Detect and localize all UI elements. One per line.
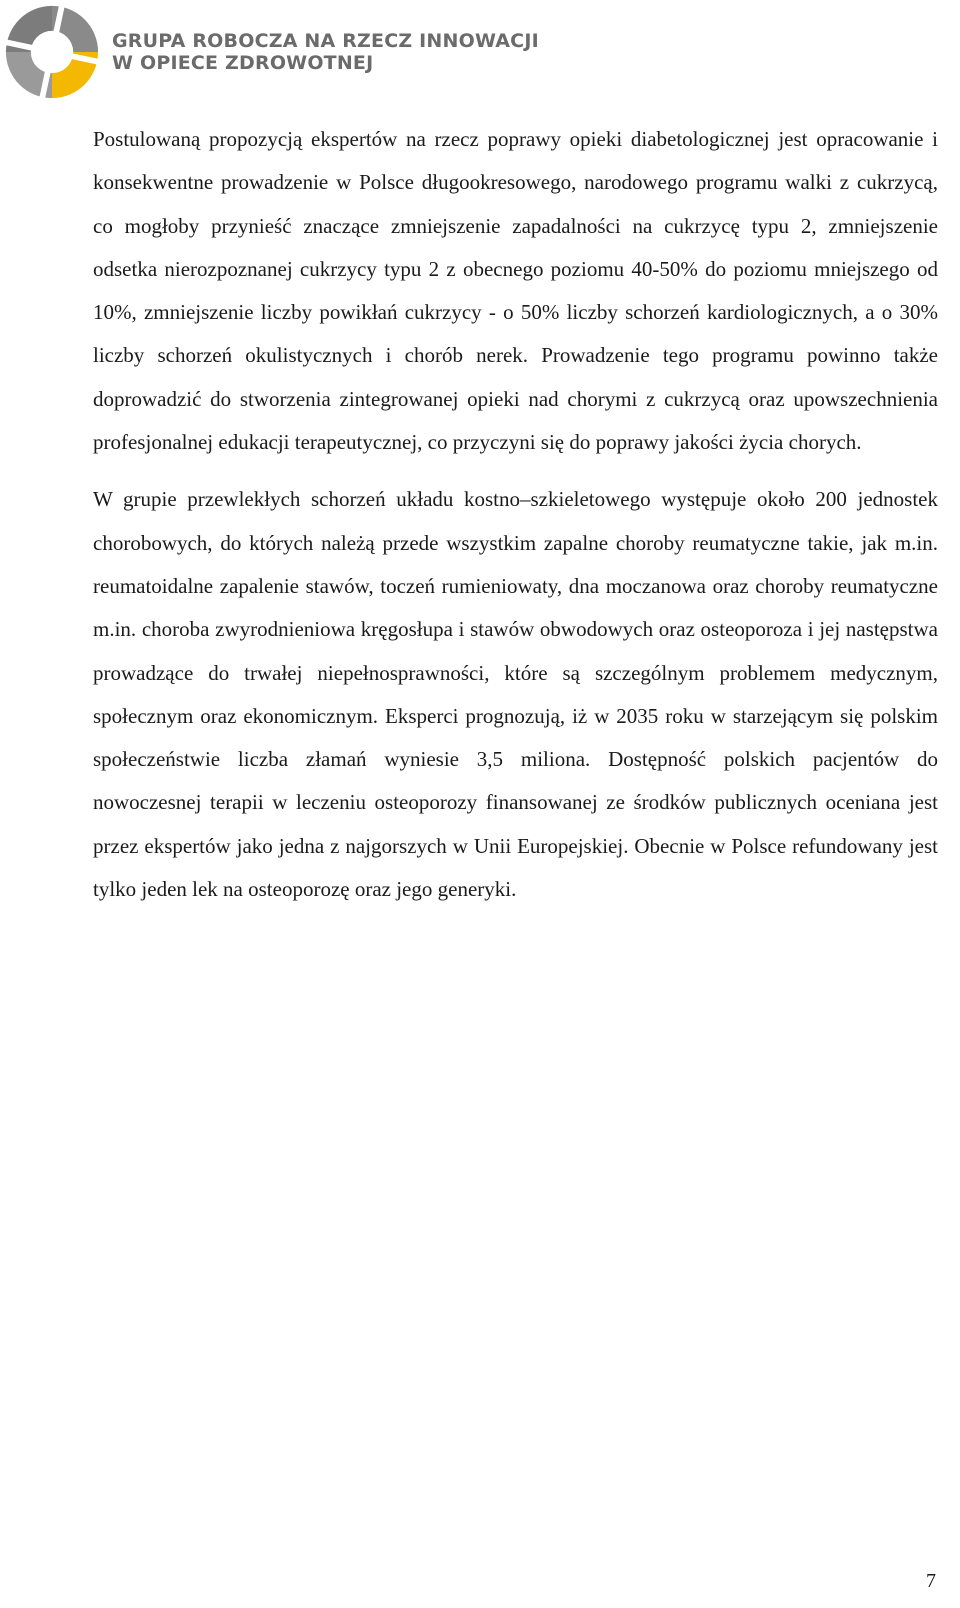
group-logo-icon	[4, 4, 100, 100]
organization-name-line2: W OPIECE ZDROWOTNEJ	[112, 52, 374, 74]
organization-name-line1: GRUPA ROBOCZA NA RZECZ INNOWACJI	[112, 30, 539, 52]
page-header	[0, 0, 960, 105]
page-number: 7	[926, 1570, 936, 1592]
document-body	[93, 118, 938, 911]
organization-name	[112, 30, 539, 74]
paragraph-musculoskeletal-diseases: W grupie przewlekłych schorzeń układu kostno–szkieletowego występuje około 200 jednostek chorobowych, do których należą przede wszystkim zapalne choroby reumatyczne takie, jak m.in. reumatoidalne zapalenie stawów, toczeń rumieniowaty, dna moczanowa oraz choroby reumatyczne m.in. choroba zwyrodnieniowa kręgosłupa i stawów obwodowych oraz osteoporoza i jej następstwa prowadzące do trwałej niepełnosprawności, które są szczególnym problemem medycznym, społecznym oraz ekonomicznym. Eksperci prognozują, iż w 2035 roku w starzejącym się polskim społeczeństwie liczba złamań wyniesie 3,5 miliona. Dostępność polskich pacjentów do nowoczesnej terapii w leczeniu osteoporozy finansowanej ze środków publicznych oceniana jest przez ekspertów jako jedna z najgorszych w Unii Europejskiej. Obecnie w Polsce refundowany jest tylko jeden lek na osteoporozę oraz jego generyki.	[93, 487, 938, 902]
paragraph-diabetes-program: Postulowaną propozycją ekspertów na rzecz poprawy opieki diabetologicznej jest opracowanie i konsekwentne prowadzenie w Polsce długookresowego, narodowego programu walki z cukrzycą, co mogłoby przynieść znaczące zmniejszenie zapadalności na cukrzycę typu 2, zmniejszenie odsetka nierozpoznanej cukrzycy typu 2 z obecnego poziomu 40-50% do poziomu mniejszego od 10%, zmniejszenie liczby powikłań cukrzycy - o 50% liczby schorzeń kardiologicznych, a o 30% liczby schorzeń okulistycznych i chorób nerek. Prowadzenie tego programu powinno także doprowadzić do stworzenia zintegrowanej opieki nad chorymi z cukrzycą oraz upowszechnienia profesjonalnej edukacji terapeutycznej, co przyczyni się do poprawy jakości życia chorych.	[93, 127, 938, 455]
